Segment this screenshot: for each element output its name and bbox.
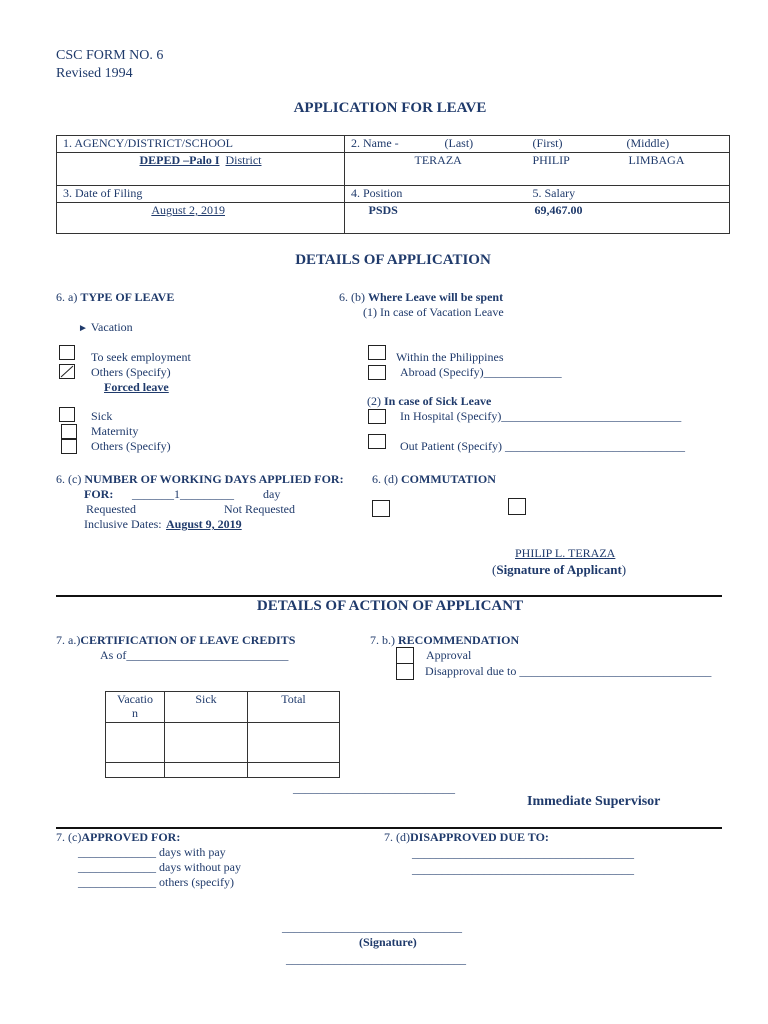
others-label: Others (Specify) — [91, 365, 171, 379]
date-value-cell — [57, 203, 345, 234]
out-patient-checkbox[interactable] — [368, 434, 386, 449]
others-specify-line: _____________ others (specify) — [78, 875, 234, 889]
arrow-bullet-icon: ► — [78, 323, 88, 334]
applicant-signature-label: (Signature of Applicant) — [492, 562, 627, 577]
within-philippines-label: Within the Philippines — [396, 350, 504, 364]
position-salary-labels — [345, 186, 730, 203]
supervisor-signature-line: ___________________________ — [293, 781, 455, 795]
action-title: DETAILS OF ACTION OF APPLICANT — [256, 598, 524, 614]
position-salary-values — [345, 203, 730, 234]
recommendation-heading: 7. b.) RECOMMENDATION — [370, 633, 520, 647]
commutation-requested-checkbox[interactable] — [372, 500, 390, 517]
others-sick-label: Others (Specify) — [91, 439, 171, 453]
for-label: FOR: — [84, 487, 114, 501]
sick-checkbox[interactable] — [59, 407, 75, 422]
vacation-option: ► Vacation — [78, 320, 133, 334]
applicant-info-table — [56, 135, 730, 234]
commutation-not-requested-checkbox[interactable] — [508, 498, 526, 515]
credits-col-sick: Sick — [165, 692, 248, 723]
where-spent-heading: 6. (b) Where Leave will be spent — [339, 290, 504, 304]
agency-value-bold: DEPED –Palo I — [139, 153, 220, 167]
working-days-heading: 6. (c) NUMBER OF WORKING DAYS APPLIED FOR: — [56, 472, 344, 486]
commutation-heading: 6. (d) COMMUTATION — [372, 472, 496, 486]
inclusive-dates-label: Inclusive Dates: — [84, 517, 162, 531]
date-label: 3. Date of Filing — [57, 186, 345, 203]
approval-label: Approval — [426, 648, 472, 662]
position-label: 4. Position — [351, 186, 403, 200]
days-with-pay-line: _____________ days with pay — [78, 845, 226, 859]
others-checkbox-checked[interactable] — [59, 364, 75, 379]
date-value: August 2, 2019 — [151, 203, 225, 217]
disapproval-checkbox[interactable] — [396, 663, 414, 680]
form-number: CSC FORM NO. 6 — [56, 48, 164, 63]
section-divider — [56, 595, 722, 597]
agency-value — [57, 153, 345, 186]
requested-label: Requested — [86, 502, 136, 516]
as-of-line: As of___________________________ — [100, 648, 289, 662]
middle-label: (Middle) — [626, 136, 670, 150]
check-slash-icon — [60, 365, 74, 378]
abroad-label: Abroad (Specify)_____________ — [400, 365, 562, 379]
type-of-leave-heading: 6. a) TYPE OF LEAVE — [56, 290, 175, 304]
forced-leave-value: Forced leave — [104, 380, 169, 394]
others-sick-checkbox[interactable] — [61, 439, 77, 454]
name-values-cell — [345, 153, 730, 186]
credits-col-vacation: Vacatio n — [106, 692, 165, 723]
middle-name: LIMBAGA — [628, 153, 685, 167]
maternity-checkbox[interactable] — [61, 424, 77, 439]
certification-heading: 7. a.)CERTIFICATION OF LEAVE CREDITS — [56, 633, 296, 647]
in-hospital-checkbox[interactable] — [368, 409, 386, 424]
in-hospital-label: In Hospital (Specify)______________________________ — [400, 409, 682, 423]
section-divider-2 — [56, 827, 722, 829]
page-title: APPLICATION FOR LEAVE — [293, 100, 487, 116]
salary-value: 69,467.00 — [534, 203, 583, 217]
position-value: PSDS — [368, 203, 398, 217]
seek-employment-label: To seek employment — [91, 350, 191, 364]
form-revision: Revised 1994 — [56, 66, 133, 81]
within-philippines-checkbox[interactable] — [368, 345, 386, 360]
not-requested-label: Not Requested — [224, 502, 295, 516]
first-label: (First) — [532, 136, 563, 150]
agency-value-rest: District — [225, 153, 262, 167]
sick-case-heading: (2) In case of Sick Leave — [367, 394, 492, 408]
day-unit: day — [263, 487, 281, 501]
name-label: 2. Name - — [351, 136, 399, 150]
applicant-signature-name: PHILIP L. TERAZA — [515, 546, 616, 560]
details-title: DETAILS OF APPLICATION — [295, 252, 491, 268]
seek-employment-checkbox[interactable] — [59, 345, 75, 360]
last-name: TERAZA — [414, 153, 462, 167]
final-signature-line-top: ______________________________ — [282, 920, 462, 934]
disapproved-line-1: _____________________________________ — [412, 846, 634, 860]
inclusive-dates-value: August 9, 2019 — [166, 517, 242, 531]
credits-col-total: Total — [248, 692, 340, 723]
approval-checkbox[interactable] — [396, 647, 414, 664]
vacation-case-label: (1) In case of Vacation Leave — [363, 305, 504, 319]
abroad-checkbox[interactable] — [368, 365, 386, 380]
out-patient-label: Out Patient (Specify) ______________________________ — [400, 439, 685, 453]
agency-label: 1. AGENCY/DISTRICT/SCHOOL — [57, 136, 345, 153]
immediate-supervisor-label: Immediate Supervisor — [527, 794, 661, 809]
sick-label: Sick — [91, 409, 113, 423]
disapproved-heading: 7. (d)DISAPPROVED DUE TO: — [384, 830, 549, 844]
days-without-pay-line: _____________ days without pay — [78, 860, 241, 874]
approved-for-heading: 7. (c)APPROVED FOR: — [56, 830, 181, 844]
maternity-label: Maternity — [91, 424, 139, 438]
days-applied-value: _______1_________ — [132, 487, 234, 501]
final-signature-label: (Signature) — [359, 935, 417, 949]
last-label: (Last) — [444, 136, 474, 150]
disapproved-line-2: _____________________________________ — [412, 862, 634, 876]
salary-label: 5. Salary — [532, 186, 576, 200]
name-labels-cell — [345, 136, 730, 153]
disapproval-label: Disapproval due to ________________________________ — [425, 664, 712, 678]
first-name: PHILIP — [532, 153, 570, 167]
leave-credits-table — [105, 691, 340, 778]
final-signature-line-bottom: ______________________________ — [286, 952, 466, 966]
